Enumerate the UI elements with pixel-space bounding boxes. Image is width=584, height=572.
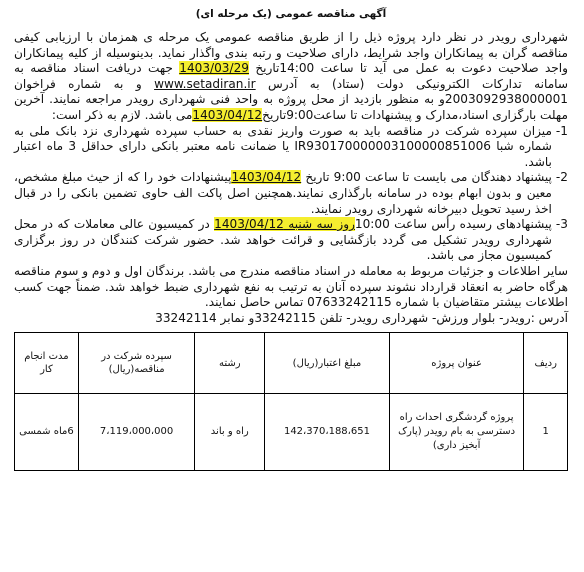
item-number: 2- bbox=[555, 170, 568, 185]
cell-duration: 6ماه شمسی bbox=[15, 394, 79, 471]
intro-paragraph bbox=[14, 30, 568, 124]
deadline-date-documents: 1403/03/29 bbox=[179, 61, 249, 76]
intro-text-c: و به شماره فراخوان 2003092938000001و به منظور بازدید از محل پروژه به واحد فنی شهرداری رویدر مراجعه نمایند. آخرین مهلت بارگزاری اسناد،مدارک و پیشنهادات تا ساعت9:00تاریخ bbox=[14, 76, 568, 122]
item-number: 1- bbox=[555, 123, 568, 138]
item-date: روز سه شنبه 1403/04/12 bbox=[214, 217, 355, 232]
header-field: رشته bbox=[195, 333, 265, 394]
cell-field: راه و باند bbox=[195, 394, 265, 471]
table-row bbox=[15, 394, 568, 471]
list-item bbox=[14, 124, 568, 171]
intro-text-d: می باشد. لازم به ذکر است: bbox=[51, 107, 193, 122]
cell-credit-amount: 142،370،188،651 bbox=[265, 394, 390, 471]
item-text bbox=[14, 217, 552, 264]
setad-website-link[interactable]: www.setadiran.ir bbox=[154, 76, 256, 91]
cell-project-title: پروژه گردشگری احداث راه دسترسی به بام رویدر (پارک آبخیز داری) bbox=[389, 394, 524, 471]
list-item bbox=[14, 217, 568, 264]
item-date: 1403/04/12 bbox=[231, 170, 302, 185]
notice-title: آگهی مناقصه عمومی (یک مرحله ای) bbox=[195, 8, 387, 20]
notice-body bbox=[14, 30, 568, 326]
item-text-a: پیشنهادهای رسیده رأس ساعت 10:00 bbox=[354, 217, 552, 232]
header-duration: مدت انجام کار bbox=[15, 333, 79, 394]
item-text bbox=[14, 170, 552, 217]
address-line: آدرس :رویدر- بلوار ورزش- شهرداری رویدر- تلفن 33242115و نمابر 33242114 bbox=[155, 310, 568, 325]
header-deposit: سپرده شرکت در مناقصه(ریال) bbox=[78, 333, 194, 394]
intro-text-b: جهت دریافت اسناد مناقصه به سامانه تدارکات الکترونیکی دولت (ستاد) به آدرس bbox=[14, 61, 568, 91]
header-project-title: عنوان پروژه bbox=[389, 333, 524, 394]
cell-row-number: 1 bbox=[524, 394, 568, 471]
closing-paragraph: سایر اطلاعات و جزئیات مربوط به معامله در اسناد مناقصه مندرج می باشد. برندگان اول و دوم و سوم مناقصه هرگاه حاضر به انعقاد قرارداد نشوند سپرده آنان به ترتیب به نفع شهرداری ضبط خواهد شد. ضمناً جهت کسب اطلاعات بیشتر متقاضیان با شماره 07633242115 تماس حاصل نمایند. bbox=[14, 263, 568, 310]
header-row-number: ردیف bbox=[524, 333, 568, 394]
item-text-b: در کمیسیون عالی معاملات که در محل شهرداری رویدر تشکیل می گردد بازگشایی و قرائت خواهد شد. حضور شرکت کنندگان در روز برگزاری کمیسیون مجاز می باشد. bbox=[14, 217, 552, 263]
list-item bbox=[14, 170, 568, 217]
item-text-b: پیشنهادات خود را که از حیث مبلغ مشخص، معین و بدون ابهام بوده در سامانه بارگذاری نمایند.همچنین اصل پاکت الف حاوی تضمین بانکی را در قبال اخذ رسید تحویل دبیرخانه شهرداری رویدر نمایند. bbox=[14, 170, 552, 216]
intro-text-a: شهرداری رویدر در نظر دارد پروژه ذیل را از طریق مناقصه عمومی یک مرحله ی همزمان با ارزیابی کیفی مناقصه گران به پیمانکاران واجد شرایط، دارای صلاحیت و رتبه بندی واگذار نماید. بدینوسیله از کلیه پیمانکاران واجد صلاحیت دعوت به عمل می آید تا ساعت 14:00تاریخ bbox=[14, 30, 568, 76]
table-header-row bbox=[15, 333, 568, 394]
project-table bbox=[14, 332, 568, 471]
deadline-date-upload: 1403/04/12 bbox=[192, 107, 263, 122]
item-number: 3- bbox=[555, 217, 568, 232]
header-credit-amount: مبلغ اعتبار(ریال) bbox=[265, 333, 390, 394]
item-text-a: پیشنهاد دهندگان می بایست تا ساعت 9:00 تاریخ bbox=[301, 170, 552, 185]
item-text: میزان سپرده شرکت در مناقصه باید به صورت واریز نقدی به حساب سپرده شهرداری نزد بانک ملی به شماره شبا IR930170000003100000851006 یا ضمانت نامه معتبر بانکی دارای حداقل 3 ماه اعتبار باشد. bbox=[14, 123, 552, 169]
cell-deposit: 7،119،000،000 bbox=[78, 394, 194, 471]
